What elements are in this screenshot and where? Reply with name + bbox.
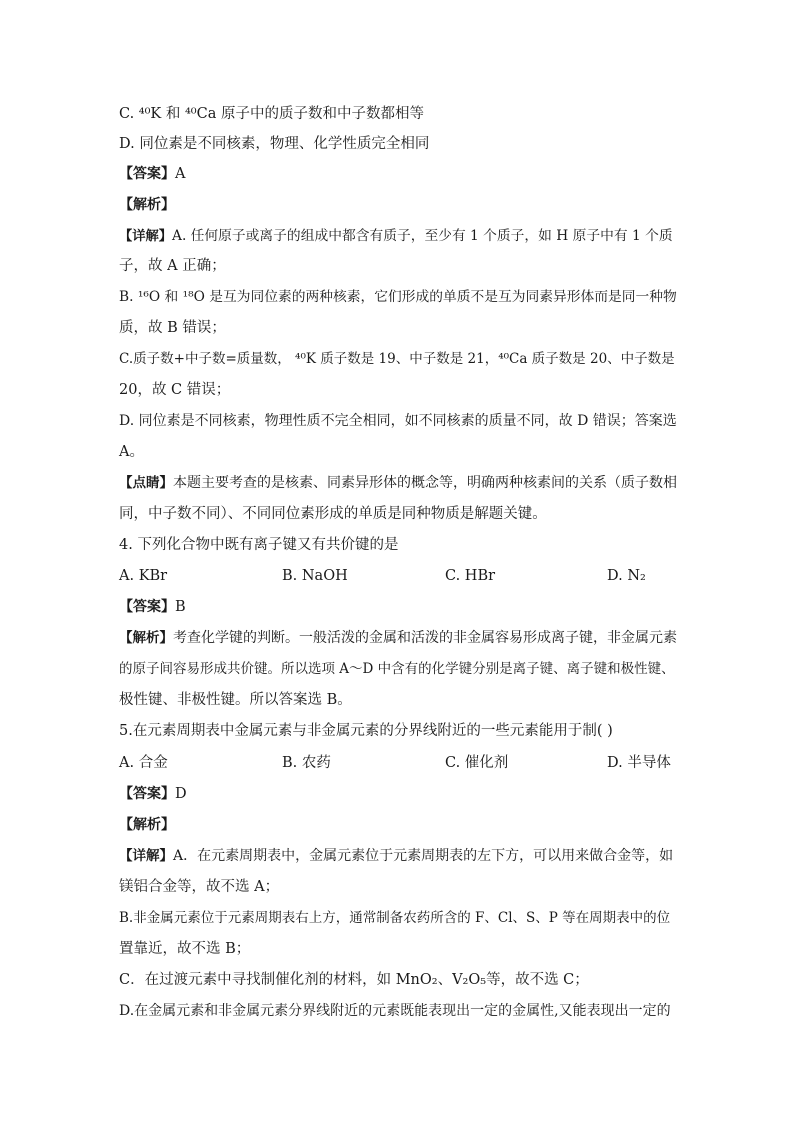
q4-answer (119, 597, 679, 617)
q3-detail-line-5: C.质子数+中子数=质量数， ⁴⁰K 质子数是 19、中子数是 21，⁴⁰Ca 质子数是 20、中子数是 (119, 351, 675, 367)
q3-detail-line-7: D. 同位素是不同核素，物理性质不完全相同，如不同核素的质量不同，故 D 错误；答案选 (119, 413, 677, 429)
q5-detail-line-1 (119, 846, 679, 866)
q3-detail-line-2: 子，故 A 正确； (119, 258, 226, 274)
q5-option-c: C. 催化剂 (445, 755, 509, 771)
q3-option-d: D. 同位素是不同核素，物理、化学性质完全相同 (119, 136, 430, 152)
q3-detail-line-8: A。 (119, 444, 144, 460)
q5-detail-line-2: 镁铝合金等，故不选 A； (119, 879, 280, 895)
q4-option-b: B. NaOH (282, 568, 348, 584)
analysis-tag: 【解析】 (119, 630, 173, 646)
answer-tag: 【答案】 (119, 786, 175, 802)
answer-tag: 【答案】 (119, 166, 175, 182)
q5-detail-line-3: B.非金属元素位于元素周期表右上方，通常制备农药所含的 F、Cl、S、P 等在周期表中的位 (119, 910, 671, 926)
q4-analysis-line-1 (119, 628, 679, 648)
q5-answer (119, 784, 679, 804)
q4-option-d: D. N₂ (607, 568, 646, 584)
q3-detail-line-6: 20，故 C 错误； (119, 382, 231, 398)
q5-detail-line-5: C．在过渡元素中寻找制催化剂的材料，如 MnO₂、V₂O₅等，故不选 C； (119, 972, 589, 988)
q5-option-a: A. 合金 (119, 755, 168, 771)
q4-stem: 4. 下列化合物中既有离子键又有共价键的是 (119, 537, 399, 553)
q4-analysis-line-2: 的原子间容易形成共价键。所以选项 A～D 中含有的化学键分别是离子键、离子键和极性键、 (119, 661, 675, 677)
q3-detail-line-1 (119, 226, 679, 247)
q3-detail-line-3: B. ¹⁶O 和 ¹⁸O 是互为同位素的两种核素，它们形成的单质不是互为同素异形体而是同一种物 (119, 289, 677, 305)
q3-tip-line-2: 同，中子数不同）、不同同位素形成的单质是同种物质是解题关键。 (119, 506, 547, 522)
q3-option-c: C. ⁴⁰K 和 ⁴⁰Ca 原子中的质子数和中子数都相等 (119, 106, 424, 122)
detail-text: A. 任何原子或离子的组成中都含有质子，至少有 1 个质子，如 H 原子中有 1 个质 (172, 228, 673, 244)
detail-tag: 【详解】 (119, 229, 173, 244)
tip-text: 本题主要考查的是核素、同素异形体的概念等，明确两种核素间的关系（质子数相 (173, 475, 677, 491)
answer-value: D (175, 786, 187, 802)
q3-answer (119, 164, 679, 184)
answer-value: A (175, 166, 186, 182)
answer-tag: 【答案】 (119, 599, 175, 615)
analysis-tag: 【解析】 (119, 817, 175, 833)
q5-detail-line-4: 置靠近，故不选 B； (119, 941, 251, 957)
detail-text: A．在元素周期表中，金属元素位于元素周期表的左下方，可以用来做合金等，如 (173, 848, 674, 864)
tip-tag: 【点睛】 (119, 475, 173, 491)
analysis-tag: 【解析】 (119, 197, 175, 213)
detail-tag: 【详解】 (119, 848, 173, 864)
q3-analysis-heading (119, 195, 679, 215)
q5-option-d: D. 半导体 (607, 755, 671, 771)
answer-value: B (175, 599, 186, 615)
q4-option-a: A. KBr (119, 568, 168, 584)
q4-analysis-line-3: 极性键、非极性键。所以答案选 B。 (119, 692, 352, 708)
q5-analysis-heading (119, 815, 679, 835)
q3-tip-line-1 (119, 473, 679, 493)
q4-option-c: C. HBr (445, 568, 496, 584)
q5-option-b: B. 农药 (282, 755, 331, 771)
q3-detail-line-4: 质，故 B 错误； (119, 320, 226, 336)
q5-stem: 5.在元素周期表中金属元素与非金属元素的分界线附近的一些元素能用于制( ) (119, 723, 613, 739)
analysis-text: 考查化学键的判断。一般活泼的金属和活泼的非金属容易形成离子键，非金属元素 (173, 630, 677, 646)
q5-detail-line-6: D.在金属元素和非金属元素分界线附近的元素既能表现出一定的金属性,又能表现出一定的 (119, 1003, 671, 1019)
